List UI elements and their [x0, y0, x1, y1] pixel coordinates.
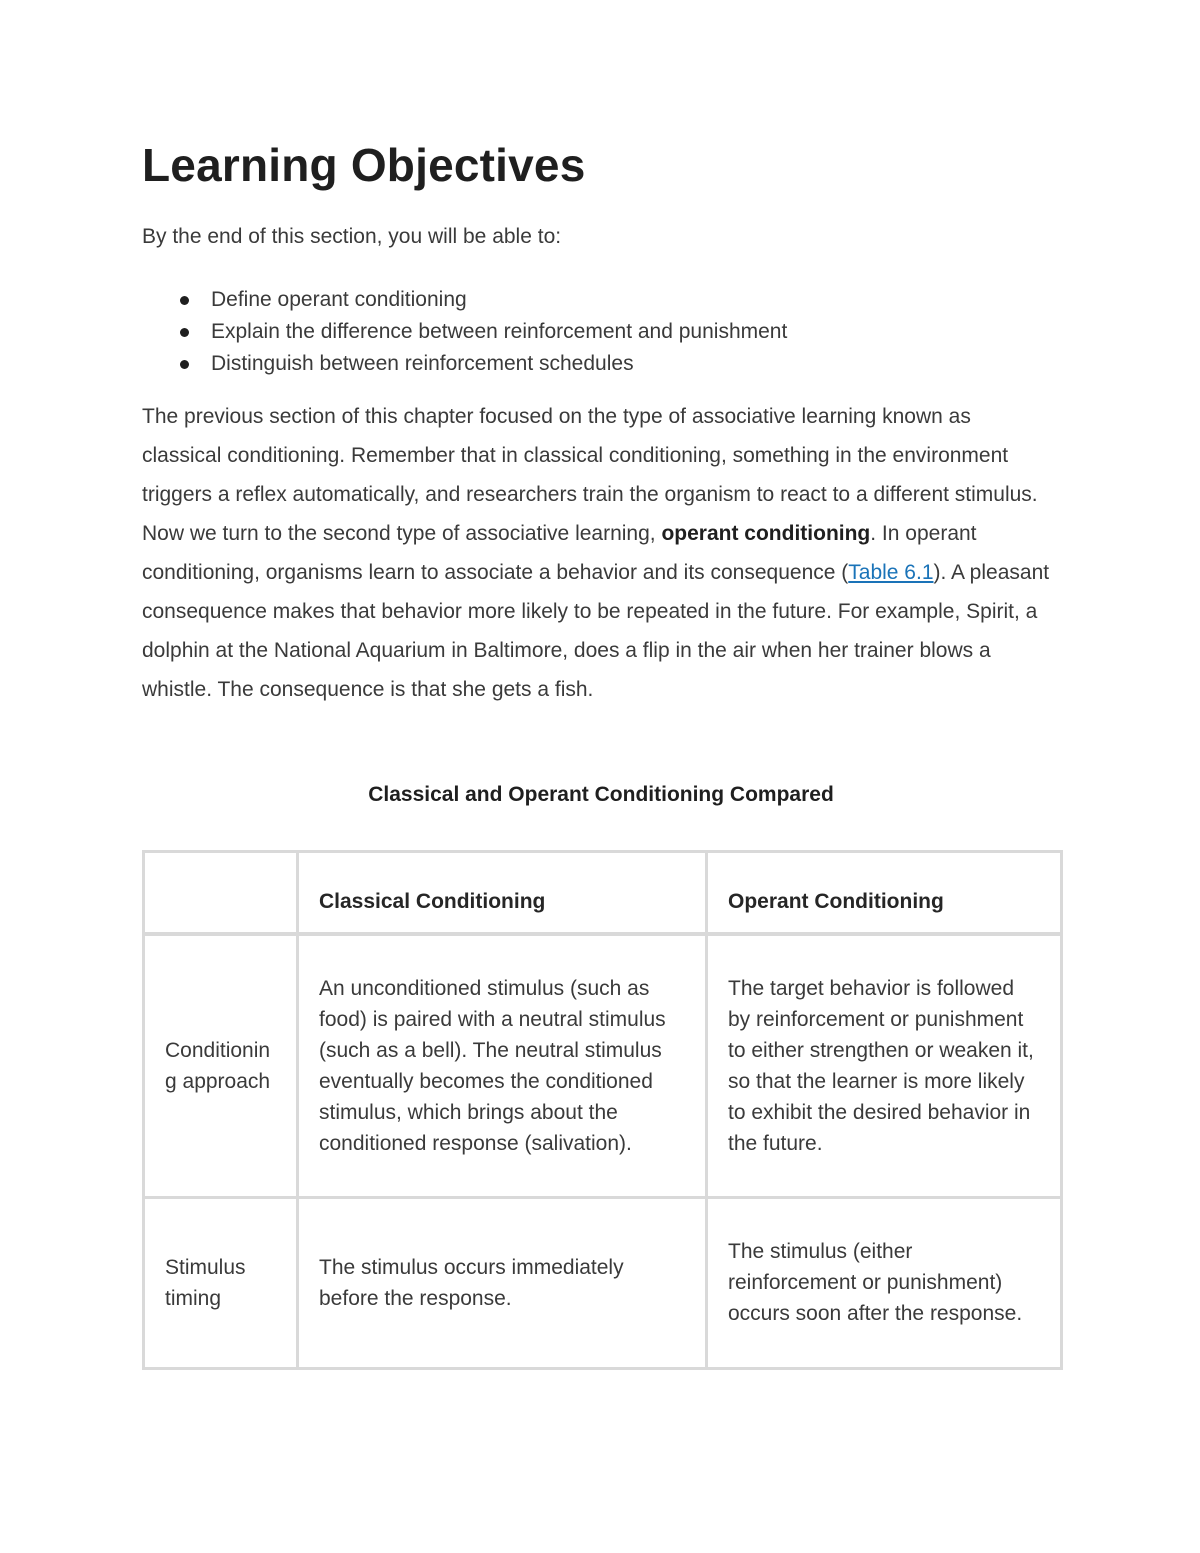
objective-text: Explain the difference between reinforcement and punishment [211, 320, 788, 343]
classical-cell: The stimulus occurs immediately before the response. [298, 1197, 707, 1368]
bullet-icon [180, 328, 189, 337]
bullet-icon [180, 360, 189, 369]
bullet-icon [180, 296, 189, 305]
body-text: ). A pleasant consequence makes that behavior more likely to be repeated in the future. For example, Spirit, a dolphin at the National Aquarium in Baltimore, does a flip in the air when her trainer blows a whistle. The consequence is that she gets a fish. [142, 561, 1050, 701]
list-item [142, 284, 787, 316]
objective-text: Define operant conditioning [211, 288, 467, 311]
operant-cell: The target behavior is followed by reinforcement or punishment to either strengthen or weaken it, so that the learner is more likely to exhibit the desired behavior in the future. [707, 934, 1062, 1198]
objective-text: Distinguish between reinforcement schedules [211, 352, 634, 375]
header-cell-operant: Operant Conditioning [707, 852, 1062, 934]
row-label: Stimulus timing [144, 1197, 298, 1368]
table-row [144, 934, 1062, 1198]
comparison-table [142, 850, 1063, 1370]
table-caption: Classical and Operant Conditioning Compared [368, 783, 834, 806]
row-label: Conditioning approach [144, 934, 298, 1198]
table-row [144, 1197, 1062, 1368]
list-item [142, 316, 787, 348]
body-text: The previous section of this chapter focused on the type of associative learning known as classical conditioning. Remember that in classical conditioning, something in the environment triggers a reflex automatically, and researchers train the organism to react to a different stimulus. Now we turn to the second type of associative learning, [142, 405, 1038, 545]
operant-cell: The stimulus (either reinforcement or punishment) occurs soon after the response. [707, 1197, 1062, 1368]
table-link[interactable]: Table 6.1 [848, 561, 934, 584]
intro-text: By the end of this section, you will be able to: [142, 225, 562, 248]
table-header-row [144, 852, 1062, 934]
header-cell-empty [144, 852, 298, 934]
body-paragraph [142, 397, 1054, 709]
objectives-list [142, 284, 787, 380]
list-item [142, 348, 787, 380]
page-title: Learning Objectives [142, 139, 586, 191]
body-text: . In operant conditioning, organisms learn to associate a behavior and its consequence ( [142, 522, 977, 584]
header-cell-classical: Classical Conditioning [298, 852, 707, 934]
classical-cell: An unconditioned stimulus (such as food) is paired with a neutral stimulus (such as a bell). The neutral stimulus eventually becomes the conditioned stimulus, which brings about the conditioned response (salivation). [298, 934, 707, 1198]
key-term: operant conditioning [661, 522, 871, 545]
